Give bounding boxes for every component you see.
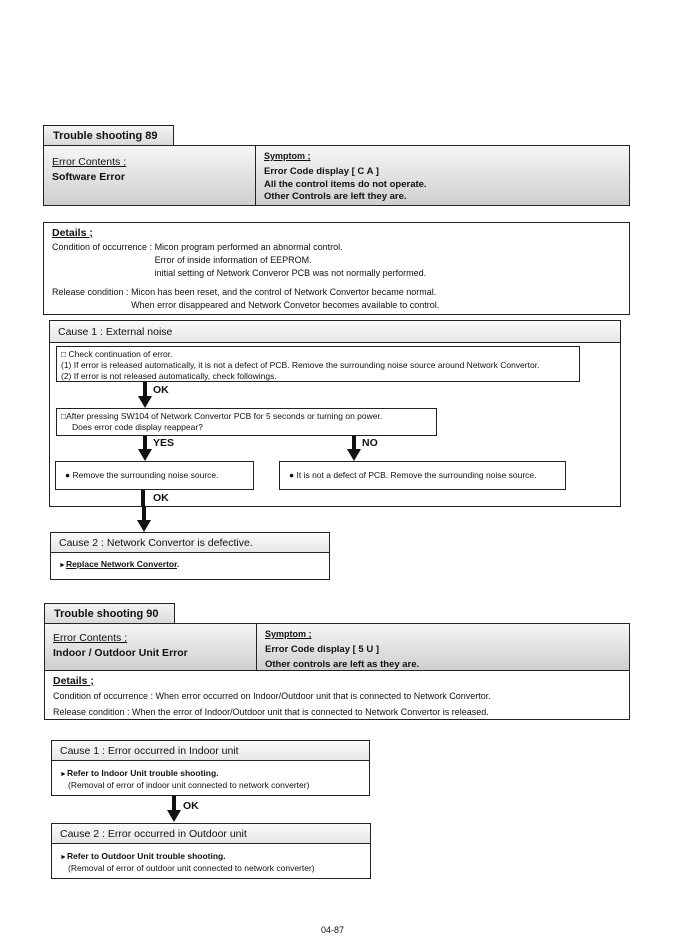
yes-result-box xyxy=(55,461,254,490)
ok-label: OK xyxy=(153,492,169,504)
triangle-right-icon: ► xyxy=(60,771,67,778)
triangle-right-icon: ► xyxy=(60,854,67,861)
question-line: □After pressing SW104 of Network Convertor PCB for 5 seconds or turning on power. xyxy=(61,411,383,421)
symptom-label: Symptom ; xyxy=(265,629,312,639)
symptom-line: All the control items do not operate. xyxy=(264,179,427,190)
yes-label: YES xyxy=(153,437,175,449)
arrow-down-icon xyxy=(138,382,152,408)
ts90-header xyxy=(44,623,630,671)
symptom xyxy=(257,624,427,670)
triangle-right-icon: ► xyxy=(59,562,66,569)
error-contents-value: Software Error xyxy=(52,171,125,183)
symptom-line: Error Code display [ 5 U ] xyxy=(265,644,380,655)
occurrence-label: Condition of occurrence : xyxy=(52,242,155,252)
ts89-details xyxy=(43,222,630,315)
cause1-body xyxy=(52,761,369,795)
arrow-down-icon xyxy=(347,436,361,461)
release-label: Release condition : xyxy=(52,287,132,297)
yes-result-text: ● Remove the surrounding noise source. xyxy=(65,470,219,480)
connector-line xyxy=(141,490,145,507)
symptom-label: Symptom ; xyxy=(264,151,311,161)
occurrence-line: initial setting of Network Converor PCB was not normally performed. xyxy=(154,268,427,278)
page-number: 04-87 xyxy=(321,925,345,935)
trouble-shooting-89-tab xyxy=(43,125,174,146)
cause1-title: Cause 1 : Error occurred in Indoor unit xyxy=(52,741,369,761)
release-line: When error disappeared and Network Convetor becomes available to control. xyxy=(131,300,440,310)
no-result-text: ● It is not a defect of PCB. Remove the surrounding noise source. xyxy=(289,470,537,480)
error-contents-label: Error Contents ; xyxy=(52,156,127,168)
symptom-line: Other controls are left as they are. xyxy=(265,659,420,670)
question-line: Does error code display reappear? xyxy=(72,422,203,432)
sw104-question-box xyxy=(56,408,437,436)
release-condition: Release condition : When the error of Indoor/Outdoor unit that is connected to Network Convertor is released. xyxy=(53,707,489,717)
condition-of-occurrence xyxy=(52,241,621,280)
details-title: Details ; xyxy=(52,227,93,239)
no-result-box xyxy=(279,461,566,490)
occurrence-line: Micon program performed an abnormal control. xyxy=(154,242,343,252)
cause2-title: Cause 2 : Network Convertor is defective. xyxy=(51,533,329,553)
cause2-line2: (Removal of error of outdoor unit connected to network converter) xyxy=(68,863,315,873)
details-title: Details ; xyxy=(53,675,94,687)
error-contents xyxy=(45,624,257,670)
occurrence-line: Error of inside information of EEPROM. xyxy=(154,255,312,265)
ok-label: OK xyxy=(183,800,199,812)
error-contents xyxy=(44,146,256,205)
tab-label: Trouble shooting 89 xyxy=(53,130,158,142)
cause2-title: Cause 2 : Error occurred in Outdoor unit xyxy=(52,824,370,844)
arrow-down-icon xyxy=(167,796,181,822)
ok-label: OK xyxy=(153,384,169,396)
symptom-line: Other Controls are left they are. xyxy=(264,191,407,202)
cause2-line1: Refer to Outdoor Unit trouble shooting. xyxy=(66,851,226,861)
error-contents-label: Error Contents ; xyxy=(53,632,128,644)
check-line: □ Check continuation of error. xyxy=(61,349,173,359)
symptom-line: Error Code display [ C A ] xyxy=(264,166,379,177)
no-label: NO xyxy=(362,437,378,449)
check-line: (2) If error is not released automatically, check followings. xyxy=(61,371,277,381)
tab-label: Trouble shooting 90 xyxy=(54,608,159,620)
release-condition xyxy=(52,286,621,312)
ts89-header xyxy=(43,145,630,206)
ts90-details xyxy=(44,670,630,720)
ts89-cause2 xyxy=(50,532,330,580)
condition-of-occurrence: Condition of occurrence : When error occurred on Indoor/Outdoor unit that is connected to Network Convertor. xyxy=(53,691,491,701)
release-line: Micon has been reset, and the control of Network Convertor became normal. xyxy=(131,287,437,297)
check-line: (1) If error is released automatically, it is not a defect of PCB. Remove the surrounding noise source around Network Convertor. xyxy=(61,360,540,370)
cause2-body xyxy=(52,844,370,878)
check-continuation-box xyxy=(56,346,580,382)
symptom xyxy=(256,146,435,205)
error-contents-value: Indoor / Outdoor Unit Error xyxy=(53,647,188,659)
cause2-action: ►Replace Network Convertor. xyxy=(59,559,180,569)
trouble-shooting-90-tab xyxy=(44,603,175,624)
arrow-down-icon xyxy=(137,507,151,532)
cause1-title: Cause 1 : External noise xyxy=(50,321,620,343)
replace-network-convertor: Replace Network Convertor xyxy=(65,559,177,569)
cause1-line2: (Removal of error of indoor unit connected to network converter) xyxy=(68,780,310,790)
ts90-cause1 xyxy=(51,740,370,796)
arrow-down-icon xyxy=(138,436,152,461)
ts90-cause2 xyxy=(51,823,371,879)
cause1-line1: Refer to Indoor Unit trouble shooting. xyxy=(66,768,219,778)
